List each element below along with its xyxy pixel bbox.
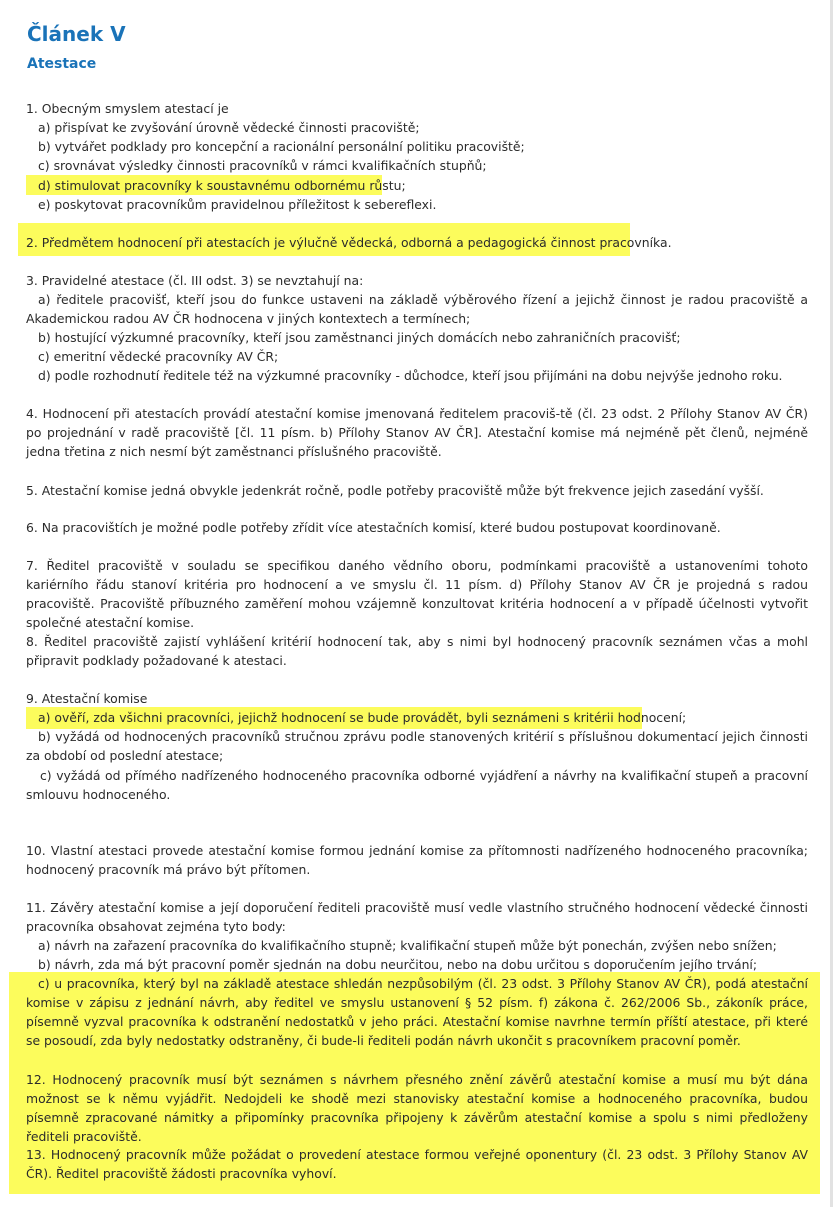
- p11-item-c: c) u pracovníka, který byl na základě atestace shledán nezpůsobilým (čl. 23 odst. 3 Přílohy Stanov AV ČR), podá atestační komise v zápisu z jednání návrh, aby ředitel ve smyslu ustanovení § 52 písm. f) zákona č. 262/2006 Sb., zákoník práce, písemně vyzval pracovníka k odstranění nedostatků v jeho práci. Atestační komise navrhne termín příští atestace, při které se posoudí, zda byly nedostatky odstraněny, či bude-li řediteli podán návrh ukončit s pracovníkem pracovní poměr.: [26, 976, 808, 1048]
- p3-item-b: b) hostující výzkumné pracovníky, kteří jsou zaměstnanci jiných domácích nebo zahraničních pracovišť;: [38, 330, 681, 345]
- article-subtitle: Atestace: [27, 56, 97, 72]
- p1-item-d: d) stimulovat pracovníky k soustavnému odbornému růstu;: [38, 178, 406, 193]
- p9-intro: 9. Atestační komise: [26, 691, 148, 706]
- p11-item-b: b) návrh, zda má být pracovní poměr sjednán na dobu neurčitou, nebo na dobu určitou s doporučením jejího trvání;: [38, 957, 758, 972]
- p1-item-e: e) poskytovat pracovníkům pravidelnou příležitost k sebereflexi.: [38, 197, 437, 212]
- p5: 5. Atestační komise jedná obvykle jedenkrát ročně, podle potřeby pracoviště může být frekvence jejich zasedání vyšší.: [26, 483, 764, 498]
- p9-item-b: b) vyžádá od hodnocených pracovníků stručnou zprávu podle stanovených kritérií s příslušnou dokumentací jejich činnosti za období od poslední atestace;: [26, 729, 808, 763]
- p6: 6. Na pracovištích je možné podle potřeby zřídit více atestačních komisí, které budou postupovat koordinovaně.: [26, 520, 721, 535]
- p3-intro: 3. Pravidelné atestace (čl. III odst. 3) se nevztahují na:: [26, 273, 364, 288]
- p13: 13. Hodnocený pracovník může požádat o provedení atestace formou veřejné oponentury (čl. 23 odst. 3 Přílohy Stanov AV ČR). Ředitel pracoviště žádosti pracovníka vyhoví.: [26, 1147, 808, 1181]
- p11-item-a: a) návrh na zařazení pracovníka do kvalifikačního stupně; kvalifikační stupeň může být ponechán, zvýšen nebo snížen;: [38, 938, 777, 953]
- p3-item-d: d) podle rozhodnutí ředitele též na výzkumné pracovníky - důchodce, kteří jsou přijímáni na dobu nejvýše jednoho roku.: [38, 368, 783, 383]
- p3-item-a: a) ředitele pracovišť, kteří jsou do funkce ustaveni na základě výběrového řízení a jejichž činnost je radou pracoviště a Akademickou radou AV ČR hodnocena v jiných kontextech a termínech;: [26, 292, 808, 326]
- p9-item-a: a) ověří, zda všichni pracovníci, jejichž hodnocení se bude provádět, byli seznámeni s kritérii hodnocení;: [38, 710, 687, 725]
- p2: 2. Předmětem hodnocení při atestacích je výlučně vědecká, odborná a pedagogická činnost pracovníka.: [26, 235, 672, 250]
- p4: 4. Hodnocení při atestacích provádí atestační komise jmenovaná ředitelem pracoviš-tě (čl. 23 odst. 2 Přílohy Stanov AV ČR) po projednání v radě pracoviště [čl. 11 písm. b) Přílohy Stanov AV ČR]. Atestační komise má nejméně pět členů, nejméně jedna třetina z nich nesmí být zaměstnanci příslušného pracoviště.: [26, 406, 808, 459]
- p8: 8. Ředitel pracoviště zajistí vyhlášení kritérií hodnocení tak, aby s nimi byl hodnocený pracovník seznámen včas a mohl připravit podklady požadované k atestaci.: [26, 634, 808, 668]
- p12: 12. Hodnocený pracovník musí být seznámen s návrhem přesného znění závěrů atestační komise a musí mu být dána možnost se k němu vyjádřit. Nedojdeli ke shodě mezi stanovisky atestační komise a hodnoceného pracovníka, budou písemně zpracované námitky a připomínky pracovníka připojeny k závěrům atestační komise a spolu s nimi předloženy řediteli pracoviště.: [26, 1072, 808, 1144]
- p1-intro: 1. Obecným smyslem atestací je: [26, 101, 229, 116]
- p11-intro: 11. Závěry atestační komise a její doporučení řediteli pracoviště musí vedle vlastního stručného hodnocení vědecké činnosti pracovníka obsahovat zejména tyto body:: [26, 900, 808, 934]
- p7: 7. Ředitel pracoviště v souladu se specifikou daného vědního oboru, podmínkami pracoviště a ustanoveními tohoto kariérního řádu stanoví kritéria pro hodnocení a ve smyslu čl. 11 písm. d) Přílohy Stanov AV ČR je projedná s radou pracoviště. Pracoviště příbuzného zaměření mohou vzájemně konzultovat kritéria hodnocení a v případě účelnosti vytvořit společné atestační komise.: [26, 558, 808, 630]
- p1-item-c: c) srovnávat výsledky činnosti pracovníků v rámci kvalifikačních stupňů;: [38, 158, 487, 173]
- p10: 10. Vlastní atestaci provede atestační komise formou jednání komise za přítomnosti nadřízeného hodnoceného pracovníka; hodnocený pracovník má právo být přítomen.: [26, 843, 808, 877]
- p9-item-c: c) vyžádá od přímého nadřízeného hodnoceného pracovníka odborné vyjádření a návrhy na kvalifikační stupeň a pracovní smlouvu hodnoceného.: [26, 768, 808, 802]
- p1-item-b: b) vytvářet podklady pro koncepční a racionální personální politiku pracoviště;: [38, 139, 525, 154]
- p1-item-a: a) přispívat ke zvyšování úrovně vědecké činnosti pracoviště;: [38, 120, 420, 135]
- p3-item-c: c) emeritní vědecké pracovníky AV ČR;: [38, 349, 279, 364]
- article-title: Článek V: [27, 22, 126, 46]
